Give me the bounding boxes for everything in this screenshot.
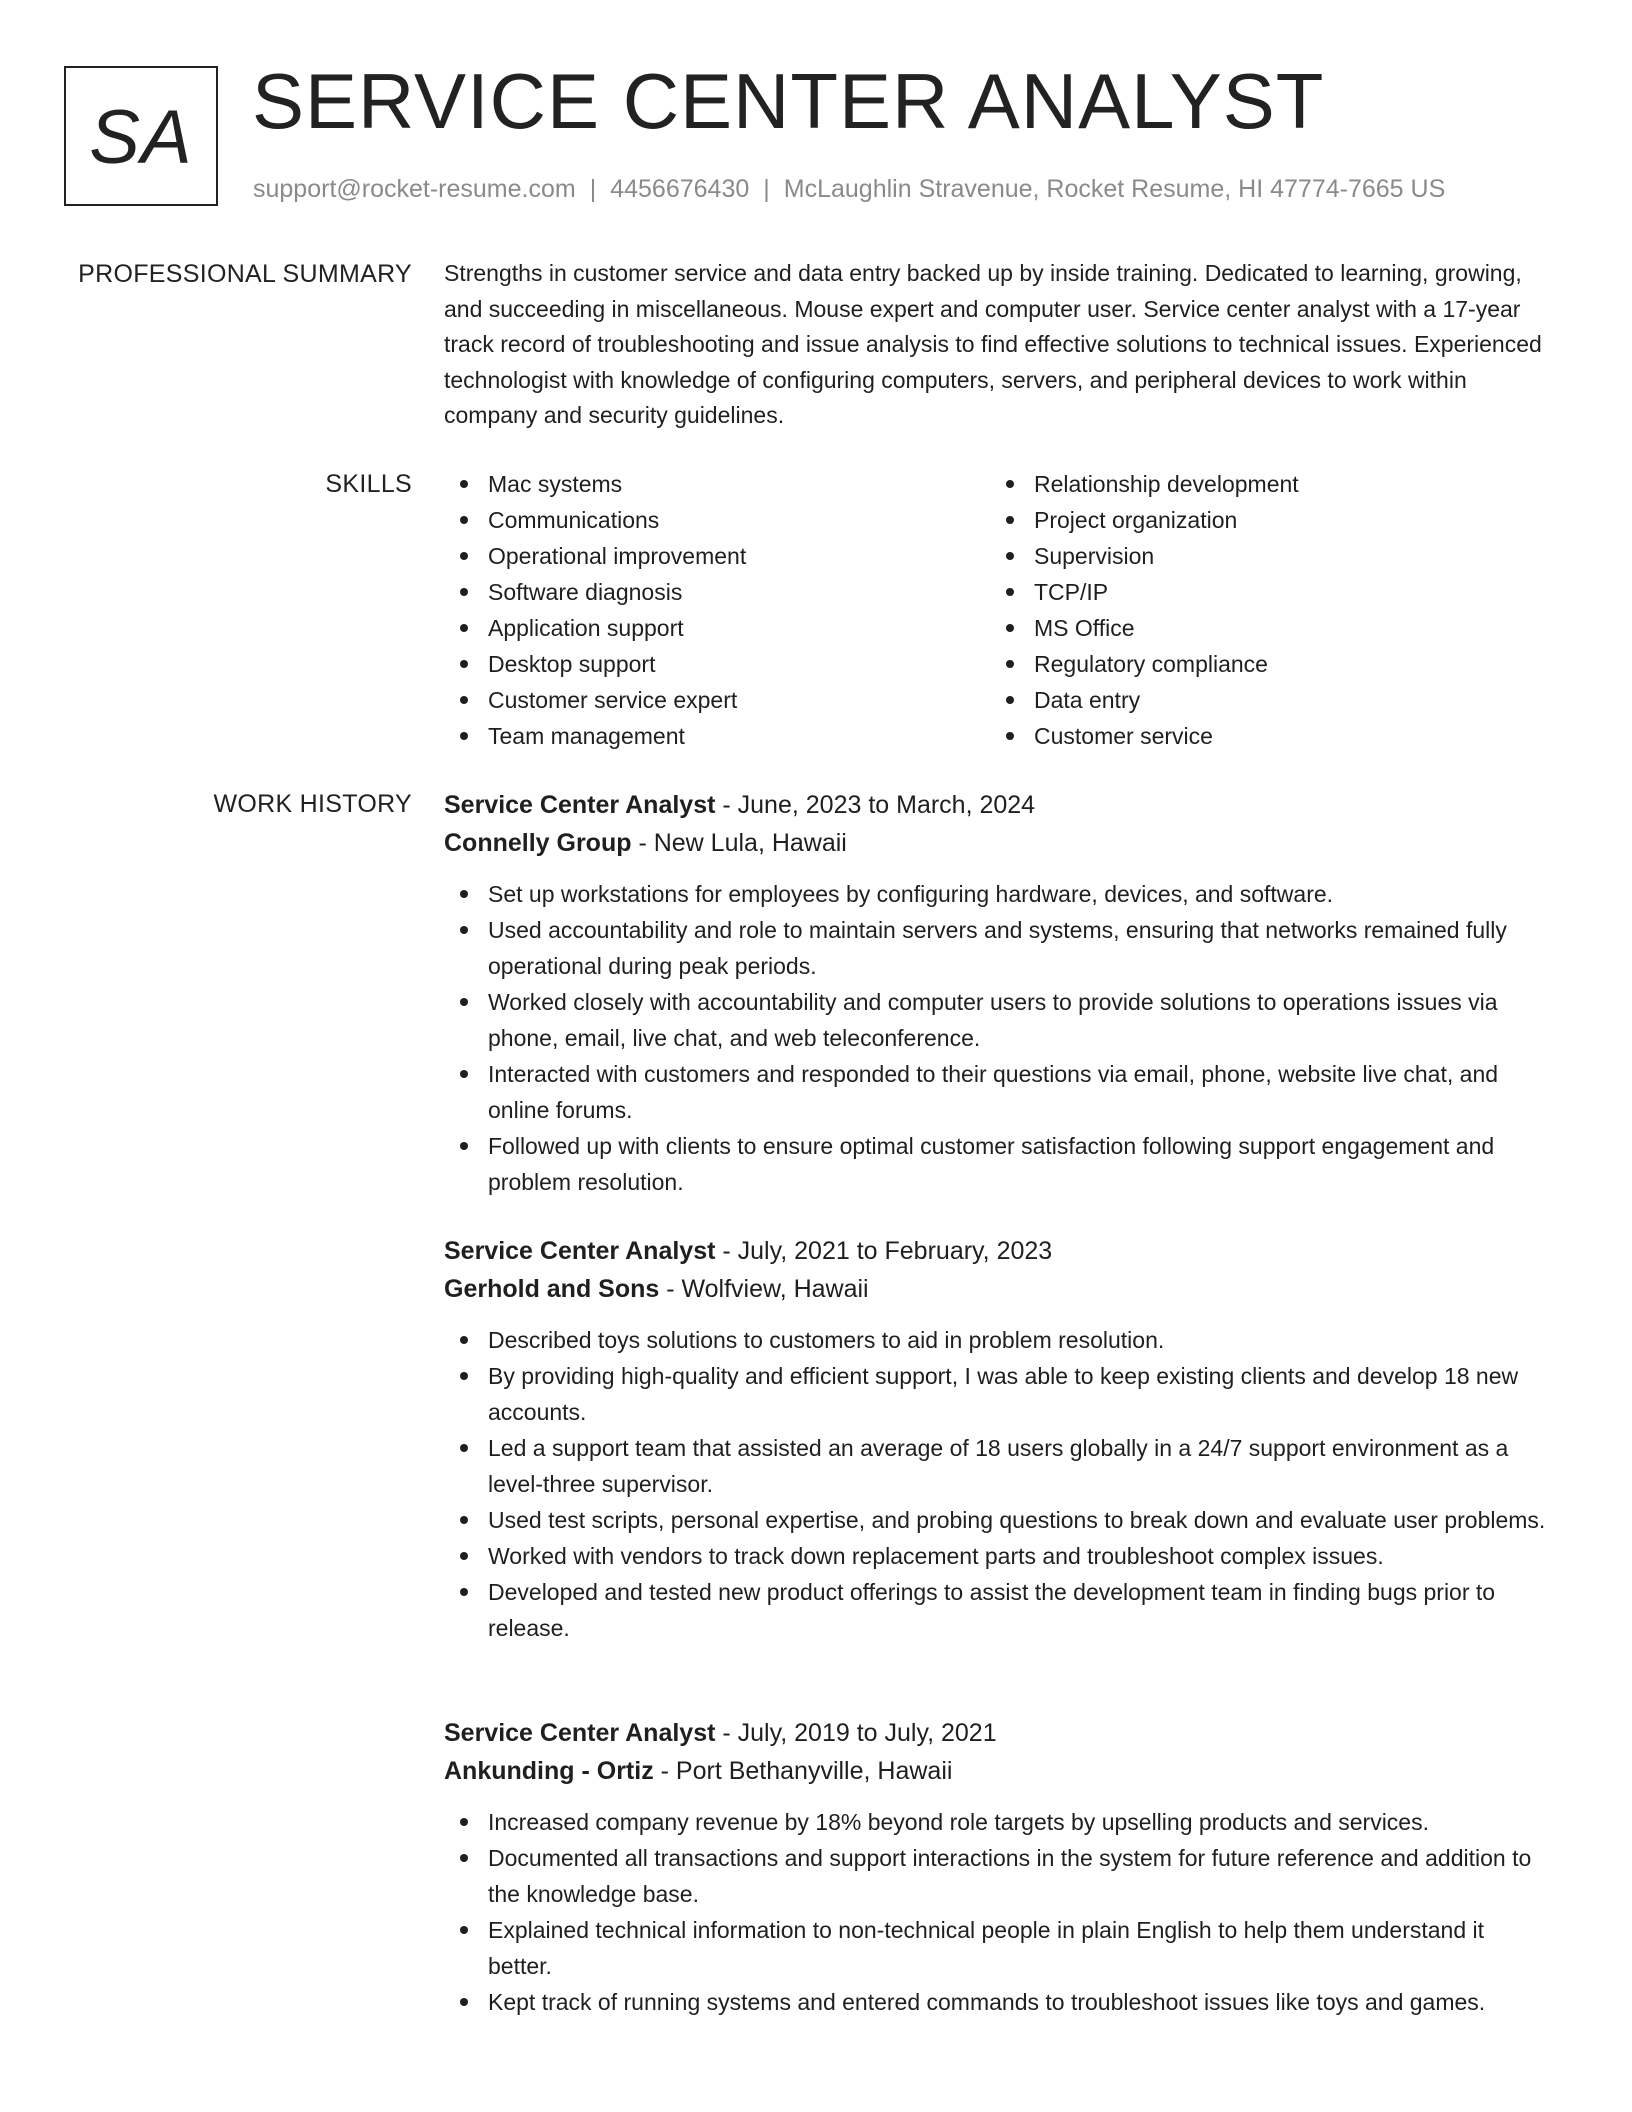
job-bullet <box>444 876 1564 912</box>
bullet-dot <box>460 890 468 898</box>
bullet-dot <box>1006 624 1014 632</box>
bullet-dot <box>460 1070 468 1078</box>
bullet-dot <box>1006 696 1014 704</box>
skill-item <box>444 646 990 682</box>
bullet-dot <box>1006 552 1014 560</box>
bullet-dot <box>460 926 468 934</box>
bullet-dot <box>460 1854 468 1862</box>
job-bullet <box>444 912 1564 984</box>
job-bullet-text: Developed and tested new product offerings to assist the development team in finding bugs prior to release. <box>488 1579 1496 1641</box>
job-entry <box>444 786 1564 1200</box>
bullet-dot <box>1006 480 1014 488</box>
monogram-box <box>64 66 218 206</box>
job-location: - New Lula, Hawaii <box>631 829 847 857</box>
work-history-body <box>444 786 1564 2086</box>
skill-label: Data entry <box>1034 687 1141 713</box>
bullet-dot <box>460 1588 468 1596</box>
bullet-dot <box>460 696 468 704</box>
skill-label: Desktop support <box>488 651 656 677</box>
job-bullet <box>444 1574 1564 1646</box>
skill-item <box>990 466 1536 502</box>
bullet-dot <box>460 1336 468 1344</box>
bullet-dot <box>460 516 468 524</box>
bullet-dot <box>460 998 468 1006</box>
bullet-dot <box>1006 588 1014 596</box>
job-company: Ankunding - Ortiz <box>444 1757 654 1785</box>
job-bullet <box>444 1322 1564 1358</box>
job-title: Service Center Analyst <box>444 1719 716 1747</box>
skills-right-column <box>990 466 1536 754</box>
job-bullet-list <box>444 876 1564 1200</box>
job-bullet-list <box>444 1322 1564 1646</box>
job-bullet <box>444 1804 1564 1840</box>
job-bullet <box>444 1984 1564 2020</box>
contact-separator: | <box>763 175 770 203</box>
job-dates: - July, 2021 to February, 2023 <box>715 1237 1053 1265</box>
job-bullet <box>444 1056 1564 1128</box>
bullet-dot <box>460 1818 468 1826</box>
bullet-dot <box>1006 660 1014 668</box>
contact-phone: 4456676430 <box>610 175 750 203</box>
skill-item <box>444 610 990 646</box>
bullet-dot <box>1006 732 1014 740</box>
summary-body <box>444 256 1564 434</box>
skill-label: Supervision <box>1034 543 1155 569</box>
skills-left-column <box>444 466 990 754</box>
job-bullet-text: Documented all transactions and support interactions in the system for future reference and addition to the knowledge base. <box>488 1845 1532 1907</box>
job-bullet-text: Kept track of running systems and entered commands to troubleshoot issues like toys and games. <box>488 1989 1486 2015</box>
summary-heading: PROFESSIONAL SUMMARY <box>78 260 412 288</box>
skill-item <box>444 574 990 610</box>
job-entry <box>444 1232 1564 1646</box>
contact-email: support@rocket-resume.com <box>253 175 576 203</box>
job-bullet <box>444 1840 1564 1912</box>
bullet-dot <box>460 1552 468 1560</box>
contact-separator: | <box>589 175 597 203</box>
work-history-heading: WORK HISTORY <box>213 790 412 818</box>
bullet-dot <box>460 1516 468 1524</box>
job-bullet-text: Increased company revenue by 18% beyond role targets by upselling products and services. <box>488 1809 1429 1835</box>
job-location: - Port Bethanyville, Hawaii <box>653 1757 953 1785</box>
job-title: Service Center Analyst <box>444 1237 716 1265</box>
job-entry <box>444 1714 1564 2020</box>
job-company-line <box>444 1270 1564 1308</box>
skill-label: Relationship development <box>1034 471 1299 497</box>
job-dates: - June, 2023 to March, 2024 <box>715 791 1036 819</box>
contact-line <box>253 174 1613 204</box>
summary-text: Strengths in customer service and data entry backed up by inside training. Dedicated to learning, growing, and succeeding in miscellaneous. Mouse expert and computer user. Service center analyst with a 17-year track record of troubleshooting and issue analysis to find effective solutions to technical issues. Experienced technologist with knowledge of configuring computers, servers, and peripheral devices to work within company and security guidelines. <box>444 260 1542 429</box>
skill-label: Application support <box>488 615 684 641</box>
skills-heading: SKILLS <box>325 470 412 498</box>
bullet-dot <box>460 552 468 560</box>
job-company-line <box>444 1752 1564 1790</box>
skill-label: Team management <box>488 723 685 749</box>
job-company-line <box>444 824 1564 862</box>
skill-item <box>990 538 1536 574</box>
skill-label: Software diagnosis <box>488 579 683 605</box>
skill-label: Mac systems <box>488 471 623 497</box>
skill-item <box>990 718 1536 754</box>
skill-item <box>444 718 990 754</box>
job-title: Service Center Analyst <box>444 791 716 819</box>
job-bullet-text: Used accountability and role to maintain servers and systems, ensuring that networks remained fully operational during peak periods. <box>488 917 1507 979</box>
job-bullet-list <box>444 1804 1564 2020</box>
skill-item <box>444 502 990 538</box>
job-bullet <box>444 1358 1564 1430</box>
job-company: Gerhold and Sons <box>444 1275 660 1303</box>
job-dates: - July, 2019 to July, 2021 <box>715 1719 997 1747</box>
resume-title: SERVICE CENTER ANALYST <box>252 57 1325 145</box>
skill-item <box>990 646 1536 682</box>
job-bullet <box>444 984 1564 1056</box>
bullet-dot <box>460 1444 468 1452</box>
skill-label: MS Office <box>1034 615 1135 641</box>
skill-item <box>444 466 990 502</box>
job-bullet <box>444 1430 1564 1502</box>
job-bullet <box>444 1128 1564 1200</box>
bullet-dot <box>460 624 468 632</box>
job-company: Connelly Group <box>444 829 632 857</box>
job-bullet-text: Worked with vendors to track down replacement parts and troubleshoot complex issues. <box>488 1543 1384 1569</box>
skill-item <box>990 610 1536 646</box>
bullet-dot <box>460 1372 468 1380</box>
skill-label: TCP/IP <box>1034 579 1109 605</box>
job-bullet-text: Set up workstations for employees by configuring hardware, devices, and software. <box>488 881 1334 907</box>
bullet-dot <box>460 660 468 668</box>
job-bullet-text: Used test scripts, personal expertise, and probing questions to break down and evaluate user problems. <box>488 1507 1546 1533</box>
skill-item <box>990 682 1536 718</box>
job-bullet-text: Explained technical information to non-technical people in plain English to help them understand it better. <box>488 1917 1485 1979</box>
job-title-line <box>444 786 1564 824</box>
bullet-dot <box>1006 516 1014 524</box>
bullet-dot <box>460 1142 468 1150</box>
contact-address: McLaughlin Stravenue, Rocket Resume, HI 47774-7665 US <box>783 175 1446 203</box>
skill-label: Operational improvement <box>488 543 747 569</box>
skill-label: Communications <box>488 507 660 533</box>
skill-label: Customer service <box>1034 723 1213 749</box>
job-bullet-text: Described toys solutions to customers to aid in problem resolution. <box>488 1327 1165 1353</box>
skill-label: Regulatory compliance <box>1034 651 1268 677</box>
skill-label: Customer service expert <box>488 687 738 713</box>
skill-item <box>444 682 990 718</box>
job-location: - Wolfview, Hawaii <box>659 1275 869 1303</box>
job-bullet-text: Worked closely with accountability and computer users to provide solutions to operations issues via phone, email, live chat, and web teleconference. <box>488 989 1498 1051</box>
skill-item <box>990 574 1536 610</box>
monogram-initials: SA <box>89 94 193 180</box>
skill-item <box>444 538 990 574</box>
job-bullet-text: Interacted with customers and responded to their questions via email, phone, website live chat, and online forums. <box>488 1061 1499 1123</box>
job-title-line <box>444 1232 1564 1270</box>
job-bullet <box>444 1538 1564 1574</box>
job-bullet-text: Followed up with clients to ensure optimal customer satisfaction following support engagement and problem resolution. <box>488 1133 1495 1195</box>
job-bullet <box>444 1502 1564 1538</box>
bullet-dot <box>460 480 468 488</box>
bullet-dot <box>460 1926 468 1934</box>
skills-grid <box>444 466 1564 754</box>
job-bullet-text: By providing high-quality and efficient support, I was able to keep existing clients and develop 18 new accounts. <box>488 1363 1519 1425</box>
job-bullet <box>444 1912 1564 1984</box>
skill-label: Project organization <box>1034 507 1238 533</box>
skill-item <box>990 502 1536 538</box>
job-bullet-text: Led a support team that assisted an average of 18 users globally in a 24/7 support environment as a level-three supervisor. <box>488 1435 1509 1497</box>
bullet-dot <box>460 1998 468 2006</box>
bullet-dot <box>460 732 468 740</box>
job-title-line <box>444 1714 1564 1752</box>
bullet-dot <box>460 588 468 596</box>
